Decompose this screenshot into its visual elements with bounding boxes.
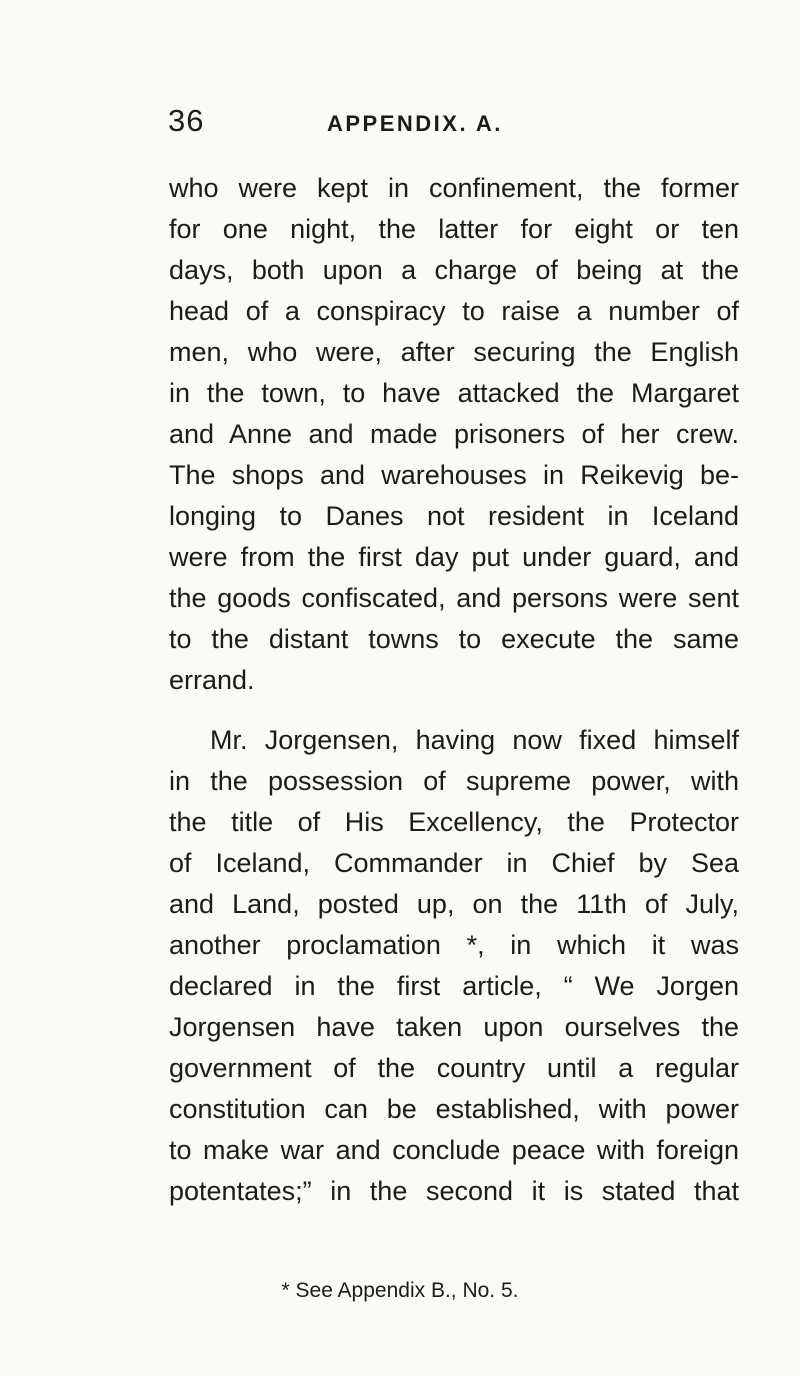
text-line: were from the first day put under guard, and	[169, 542, 739, 572]
text-line: who were kept in confinement, the former	[169, 173, 739, 203]
text-line: Mr. Jorgensen, having now fixed himself	[210, 725, 739, 755]
text-line: to make war and conclude peace with foreign	[169, 1135, 739, 1165]
text-line: potentates;” in the second it is stated that	[169, 1176, 739, 1206]
text-line: in the town, to have attacked the Margaret	[169, 378, 739, 408]
page-header	[0, 103, 800, 143]
text-line: in the possession of supreme power, with	[169, 766, 739, 796]
page-number: 36	[168, 103, 205, 138]
text-line: government of the country until a regular	[169, 1053, 739, 1083]
text-line: The shops and warehouses in Reikevig be-	[169, 460, 739, 490]
text-line: the goods confiscated, and persons were sent	[169, 583, 739, 613]
text-line: days, both upon a charge of being at the	[169, 255, 739, 285]
footnote: * See Appendix B., No. 5.	[281, 1279, 519, 1302]
text-line: Jorgensen have taken upon ourselves the	[169, 1012, 739, 1042]
text-line: of Iceland, Commander in Chief by Sea	[169, 848, 739, 878]
text-line: and Anne and made prisoners of her crew.	[169, 419, 739, 449]
text-line: another proclamation *, in which it was	[169, 930, 739, 960]
text-line: head of a conspiracy to raise a number of	[169, 296, 739, 326]
text-line: the title of His Excellency, the Protector	[169, 807, 739, 837]
text-line: to the distant towns to execute the same	[169, 624, 739, 654]
text-line: for one night, the latter for eight or ten	[169, 214, 739, 244]
text-line: declared in the first article, “ We Jorgen	[169, 971, 739, 1001]
running-head: APPENDIX. A.	[327, 111, 503, 136]
text-line: errand.	[169, 665, 255, 695]
text-line: and Land, posted up, on the 11th of July,	[169, 889, 739, 919]
text-line: longing to Danes not resident in Iceland	[169, 501, 739, 531]
text-line: constitution can be established, with power	[169, 1094, 739, 1124]
text-line: men, who were, after securing the English	[169, 337, 739, 367]
